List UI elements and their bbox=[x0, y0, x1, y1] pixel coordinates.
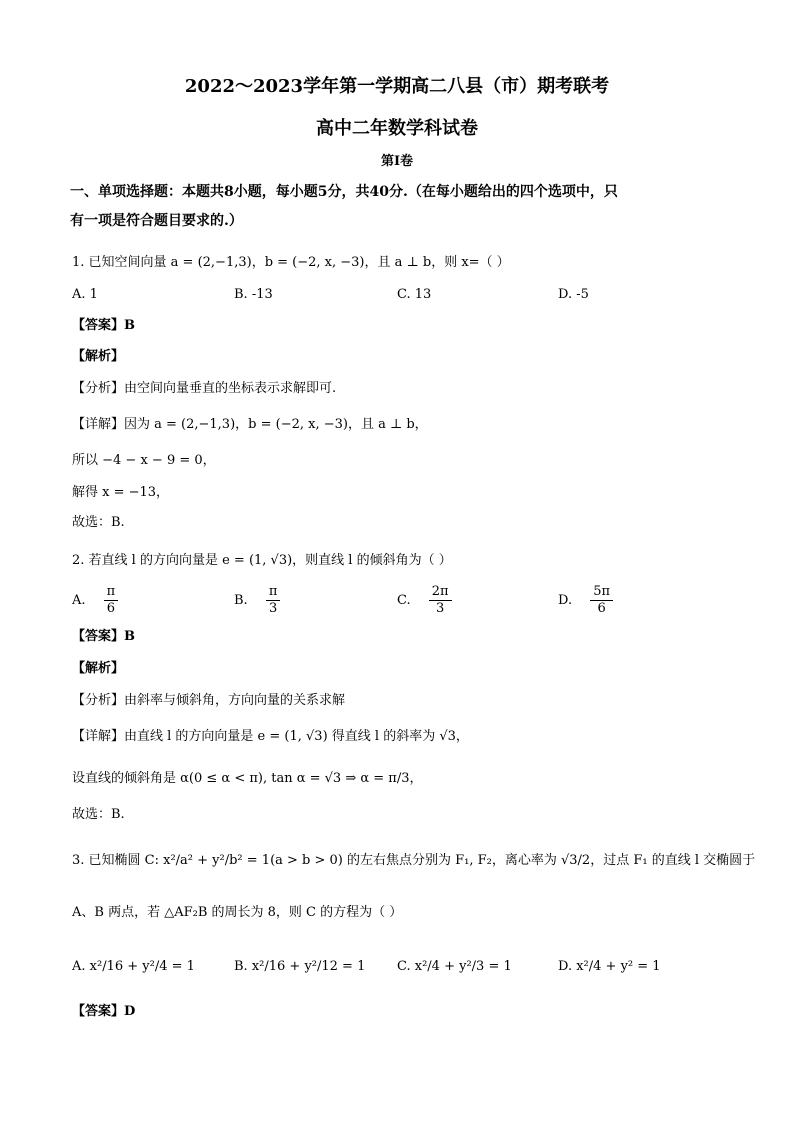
q1-step1: 所以 −4 − x − 9 = 0， bbox=[72, 453, 216, 468]
q2-answer: 【答案】B bbox=[72, 629, 135, 644]
q2-option-a: A. $\frac{\pi}{6}$ bbox=[72, 584, 118, 617]
volume-label: 第I卷 bbox=[380, 154, 414, 169]
q2-option-d: D. $\frac{5\pi}{6}$ bbox=[558, 584, 613, 617]
q2-stem: 2. 若直线 l 的方向向量是 e = (1, √3)，则直线 l 的倾斜角为（ ） bbox=[72, 553, 452, 568]
q3-option-c: C. x²/4 + y²/3 = 1 bbox=[397, 959, 512, 974]
q3-stem-line2: A、B 两点，若 △AF₂B 的周长为 8，则 C 的方程为（ ） bbox=[72, 905, 403, 920]
q2-fenxi: 【分析】由斜率与倾斜角，方向向量的关系求解 bbox=[72, 693, 346, 708]
q1-xiangjie: 【详解】因为 a = (2,−1,3)，b = (−2, x, −3)，且 a ⊥ b， bbox=[72, 417, 428, 432]
section-heading-line2: 有一项是符合题目要求的.） bbox=[70, 213, 243, 229]
q2-conclusion: 故选：B. bbox=[72, 807, 125, 822]
q3-stem-line1: 3. 已知椭圆 C: x²/a² + y²/b² = 1(a > b > 0) 的左右焦点分别为 F₁, F₂，离心率为 √3/2，过点 F₁ 的直线 l 交椭圆于 bbox=[72, 853, 756, 868]
q1-option-d: D. -5 bbox=[558, 287, 589, 302]
q1-fenxi: 【分析】由空间向量垂直的坐标表示求解即可. bbox=[72, 381, 337, 396]
q1-conclusion: 故选：B. bbox=[72, 515, 125, 530]
q2-xiangjie: 【详解】由直线 l 的方向向量是 e = (1, √3) 得直线 l 的斜率为 √3， bbox=[72, 729, 469, 744]
q1-option-a: A. 1 bbox=[72, 287, 98, 302]
page-title: 2022～2023学年第一学期高二八县（市）期考联考 bbox=[184, 76, 610, 97]
q1-analysis-label: 【解析】 bbox=[72, 349, 125, 364]
q1-option-b: B. -13 bbox=[234, 287, 273, 302]
q1-option-c: C. 13 bbox=[397, 287, 432, 302]
q3-option-d: D. x²/4 + y² = 1 bbox=[558, 959, 661, 974]
section-heading-line1: 一、单项选择题：本题共8小题，每小题5分，共40分.（在每小题给出的四个选项中，只 bbox=[70, 184, 618, 200]
q2-option-b: B. $\frac{\pi}{3}$ bbox=[234, 584, 280, 617]
q2-option-c: C. $\frac{2\pi}{3}$ bbox=[397, 584, 452, 617]
q1-step2: 解得 x = −13， bbox=[72, 485, 170, 500]
q1-answer: 【答案】B bbox=[72, 318, 135, 333]
page-subtitle: 高中二年数学科试卷 bbox=[316, 118, 478, 139]
q3-option-a: A. x²/16 + y²/4 = 1 bbox=[72, 959, 195, 974]
q1-stem: 1. 已知空间向量 a = (2,−1,3)，b = (−2, x, −3)，且 a ⊥ b，则 x=（ ） bbox=[72, 255, 510, 270]
q2-step1: 设直线的倾斜角是 α(0 ≤ α < π), tan α = √3 ⇒ α = π/3， bbox=[72, 771, 423, 786]
q3-option-b: B. x²/16 + y²/12 = 1 bbox=[234, 959, 366, 974]
q2-analysis-label: 【解析】 bbox=[72, 661, 125, 676]
q3-answer: 【答案】D bbox=[72, 1004, 136, 1019]
